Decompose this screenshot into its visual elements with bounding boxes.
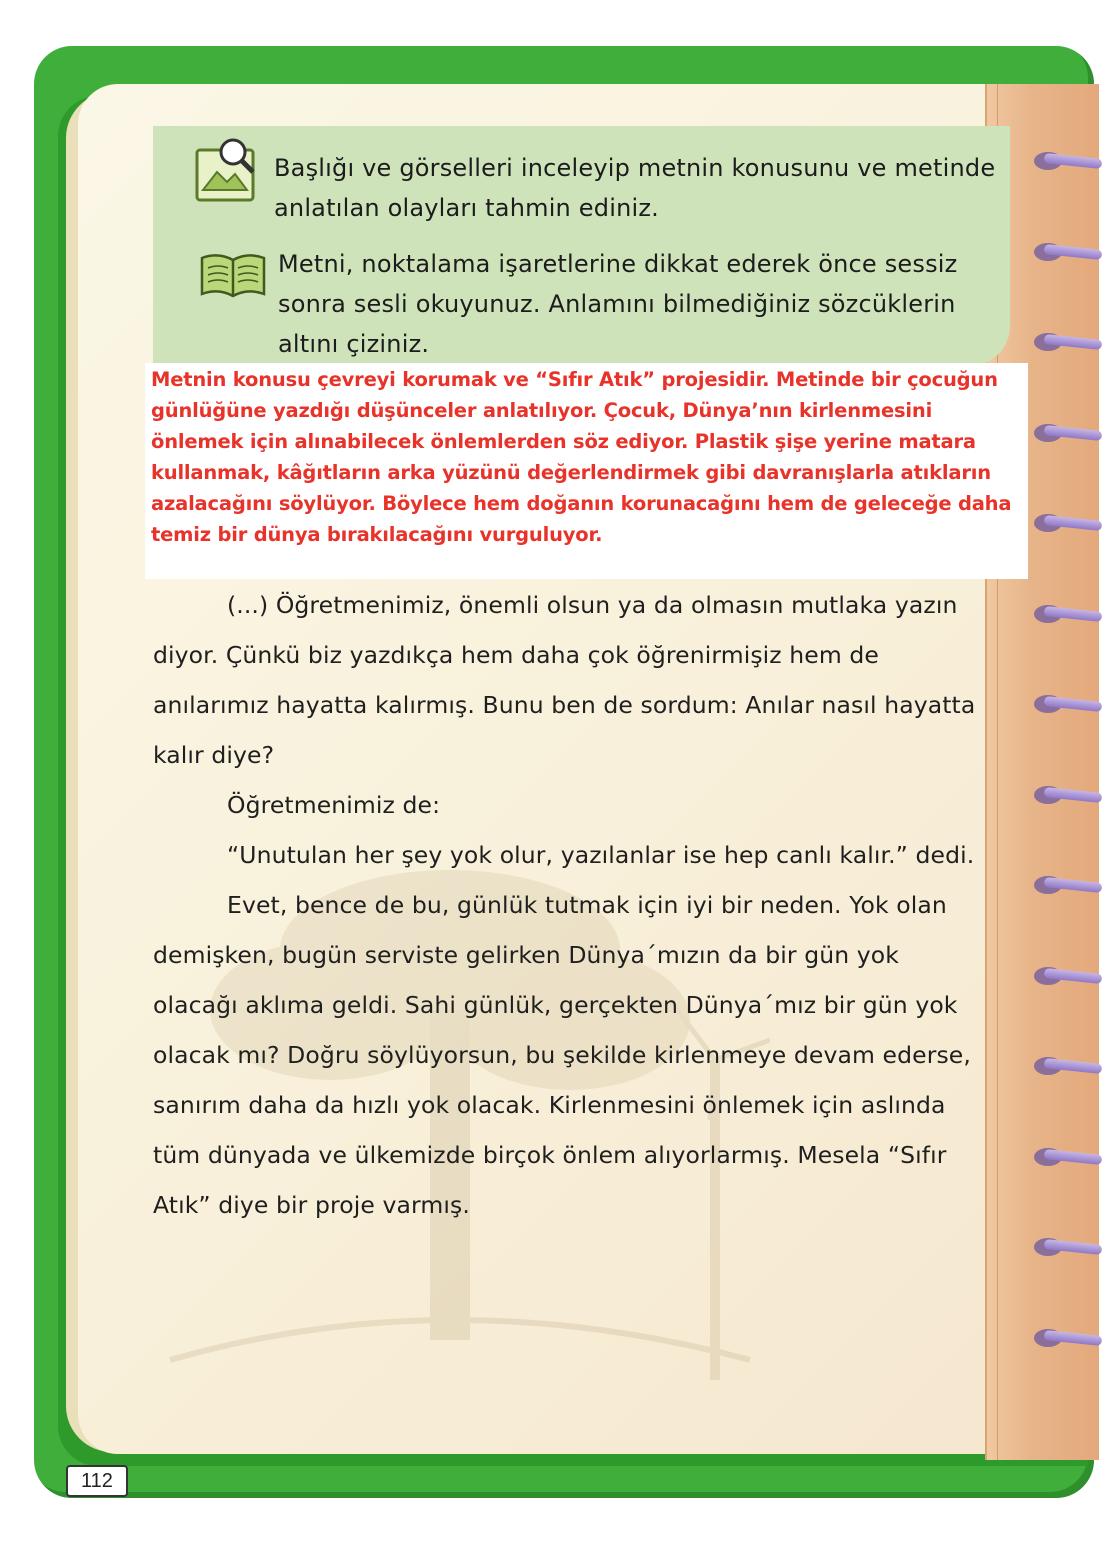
spiral-ring xyxy=(1034,965,1098,987)
answer-text: Metnin konusu çevreyi korumak ve “Sıfır Atık” projesidir. Metinde bir çocuğun günlüğüne yazdığı düşünceler anlatılıyor. Çocuk, Dünya’nın kirlenmesini önlemek için alınabilecek önlemlerden söz ediyor. Plastik şişe yerine matara kullanmak, kâğıtların arka yüzünü değerlendirmek gibi davranışlarla atıkların azalacağını söylüyor. Böylece hem doğanın korunacağını hem de geleceğe daha temiz bir dünya bırakılacağını vurguluyor. xyxy=(151,368,1012,546)
spiral-ring xyxy=(1034,1146,1098,1168)
spiral-ring xyxy=(1034,422,1098,444)
story-paragraph-2: Öğretmenimiz de: xyxy=(227,791,441,819)
spiral-ring xyxy=(1034,874,1098,896)
page-number: 112 xyxy=(66,1465,128,1497)
spiral-ring xyxy=(1034,241,1098,263)
spiral-ring xyxy=(1034,150,1098,172)
story-paragraph-3: “Unutulan her şey yok olur, yazılanlar ise hep canlı kalır.” dedi. xyxy=(227,841,975,869)
spiral-ring xyxy=(1034,1236,1098,1258)
story-paragraph-1: (...) Öğretmenimiz, önemli olsun ya da olmasın mutlaka yazın diyor. Çünkü biz yazdıkça hem daha çok öğrenirmişiz hem de anılarımız hayatta kalırmış. Bunu ben de sordum: Anılar nasıl hayatta kalır diye? xyxy=(153,591,976,769)
magnifier-image-icon xyxy=(195,136,257,202)
spiral-ring xyxy=(1034,603,1098,625)
spiral-ring xyxy=(1034,512,1098,534)
open-book-icon xyxy=(198,250,268,300)
spiral-ring xyxy=(1034,331,1098,353)
spiral-ring xyxy=(1034,693,1098,715)
spiral-ring xyxy=(1034,1327,1098,1349)
spiral-ring xyxy=(1034,1055,1098,1077)
story-text xyxy=(153,580,983,1230)
instruction-predict-text: Başlığı ve görselleri inceleyip metnin konusunu ve metinde anlatılan olayları tahmin ediniz. xyxy=(274,154,996,222)
instruction-read-text: Metni, noktalama işaretlerine dikkat ederek önce sessiz sonra sesli okuyunuz. Anlamını bilmediğiniz sözcüklerin altını çiziniz. xyxy=(278,250,958,358)
story-paragraph-4: Evet, bence de bu, günlük tutmak için iyi bir neden. Yok olan demişken, bugün serviste gelirken Dünya´mızın da bir gün yok olacağı aklıma geldi. Sahi günlük, gerçekten Dünya´mız bir gün yok olacak mı? Doğru söylüyorsun, bu şekilde kirlenmeye devam ederse, sanırım daha da hızlı yok olacak. Kirlenmesini önlemek için aslında tüm dünyada ve ülkemizde birçok önlem alıyorlarmış. Mesela “Sıfır Atık” diye bir proje varmış. xyxy=(153,891,971,1219)
spiral-ring xyxy=(1034,784,1098,806)
